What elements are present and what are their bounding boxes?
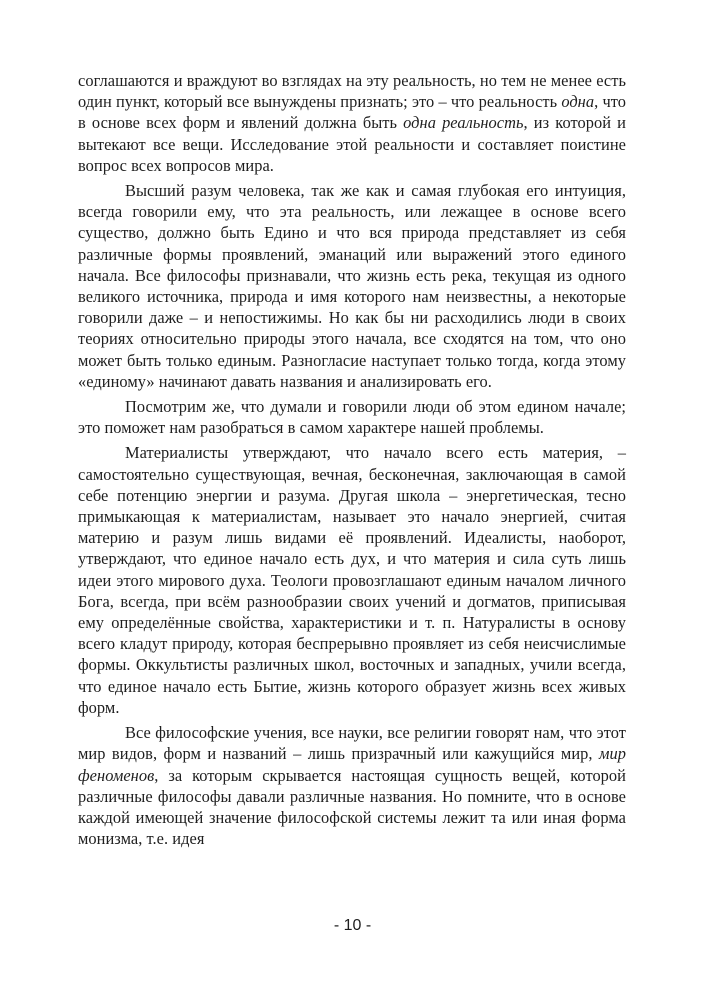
text-run: Высший разум человека, так же как и самая глубокая его интуиция, всегда говорили ему, что эта реальность, или лежащее в основе всего существо, должно быть Едино и что вся природа представляет из себя различные формы проявлений, эманаций или выражений этого единого начала. Все философы признавали, что жизнь есть река, текущая из одного великого источника, природа и имя которого нам неизвестны, а некоторые говорили даже – и непостижимы. Но как бы ни расходились люди в своих теориях относительно природы этого начала, все сходятся на том, что оно может быть только единым. Разногласие наступает только тогда, когда этому «единому» начинают давать названия и анализировать его.	[78, 181, 626, 391]
text-run: соглашаются и враждуют во взглядах на эту реальность, но тем не менее есть один пункт, который все вынуждены признать; это – что реальность	[78, 71, 626, 112]
text-run: , из которой и вытекают все вещи. Исследование этой реальности и составляет поистине вопрос всех вопросов мира.	[78, 113, 626, 175]
paragraph-continuation	[78, 70, 626, 176]
page-number: - 10 -	[333, 917, 372, 934]
italic-text-run: одна реальность	[403, 113, 524, 133]
italic-text-run: одна	[561, 92, 595, 112]
page-body	[78, 70, 626, 849]
text-run: Посмотрим же, что думали и говорили люди об этом едином начале; это поможет нам разобраться в самом характере нашей проблемы.	[78, 397, 626, 438]
text-run: Материалисты утверждают, что начало всего есть материя, – самостоятельно существующая, вечная, бесконечная, заключающая в самой себе потенцию энергии и разума. Другая школа – энергетическая, тесно примыкающая к материалистам, называет это начало энергией, считая материю и разум лишь видами её проявлений. Идеалисты, наоборот, утверждают, что единое начало есть дух, и что материя и сила суть лишь идеи этого мирового духа. Теологи провозглашают единым началом личного Бога, всегда, при всём разнообразии своих учений и догматов, приписывая ему определённые свойства, характеристики и т. п. Натуралисты в основу всего кладут природу, которая беспрерывно проявляет из себя неисчислимые формы. Оккультисты различных школ, восточных и западных, учили всегда, что единое начало есть Бытие, жизнь которого образует жизнь всех живых форм.	[78, 443, 626, 717]
text-run: , за которым скрывается настоящая сущность вещей, которой различные философы давали различные названия. Но помните, что в основе каждой имеющей значение философской системы лежит та или иная форма монизма, т.е. идея	[78, 765, 626, 849]
paragraph	[78, 442, 626, 718]
text-run: , что в основе всех форм и явлений должна быть	[78, 92, 626, 133]
text-run: Все философские учения, все науки, все религии говорят нам, что этот мир видов, форм и названий – лишь призрачный или кажущийся мир,	[78, 723, 626, 764]
paragraph	[78, 396, 626, 438]
paragraph	[78, 180, 626, 392]
paragraph	[78, 722, 626, 849]
italic-text-run: мир феноменов	[78, 744, 626, 785]
